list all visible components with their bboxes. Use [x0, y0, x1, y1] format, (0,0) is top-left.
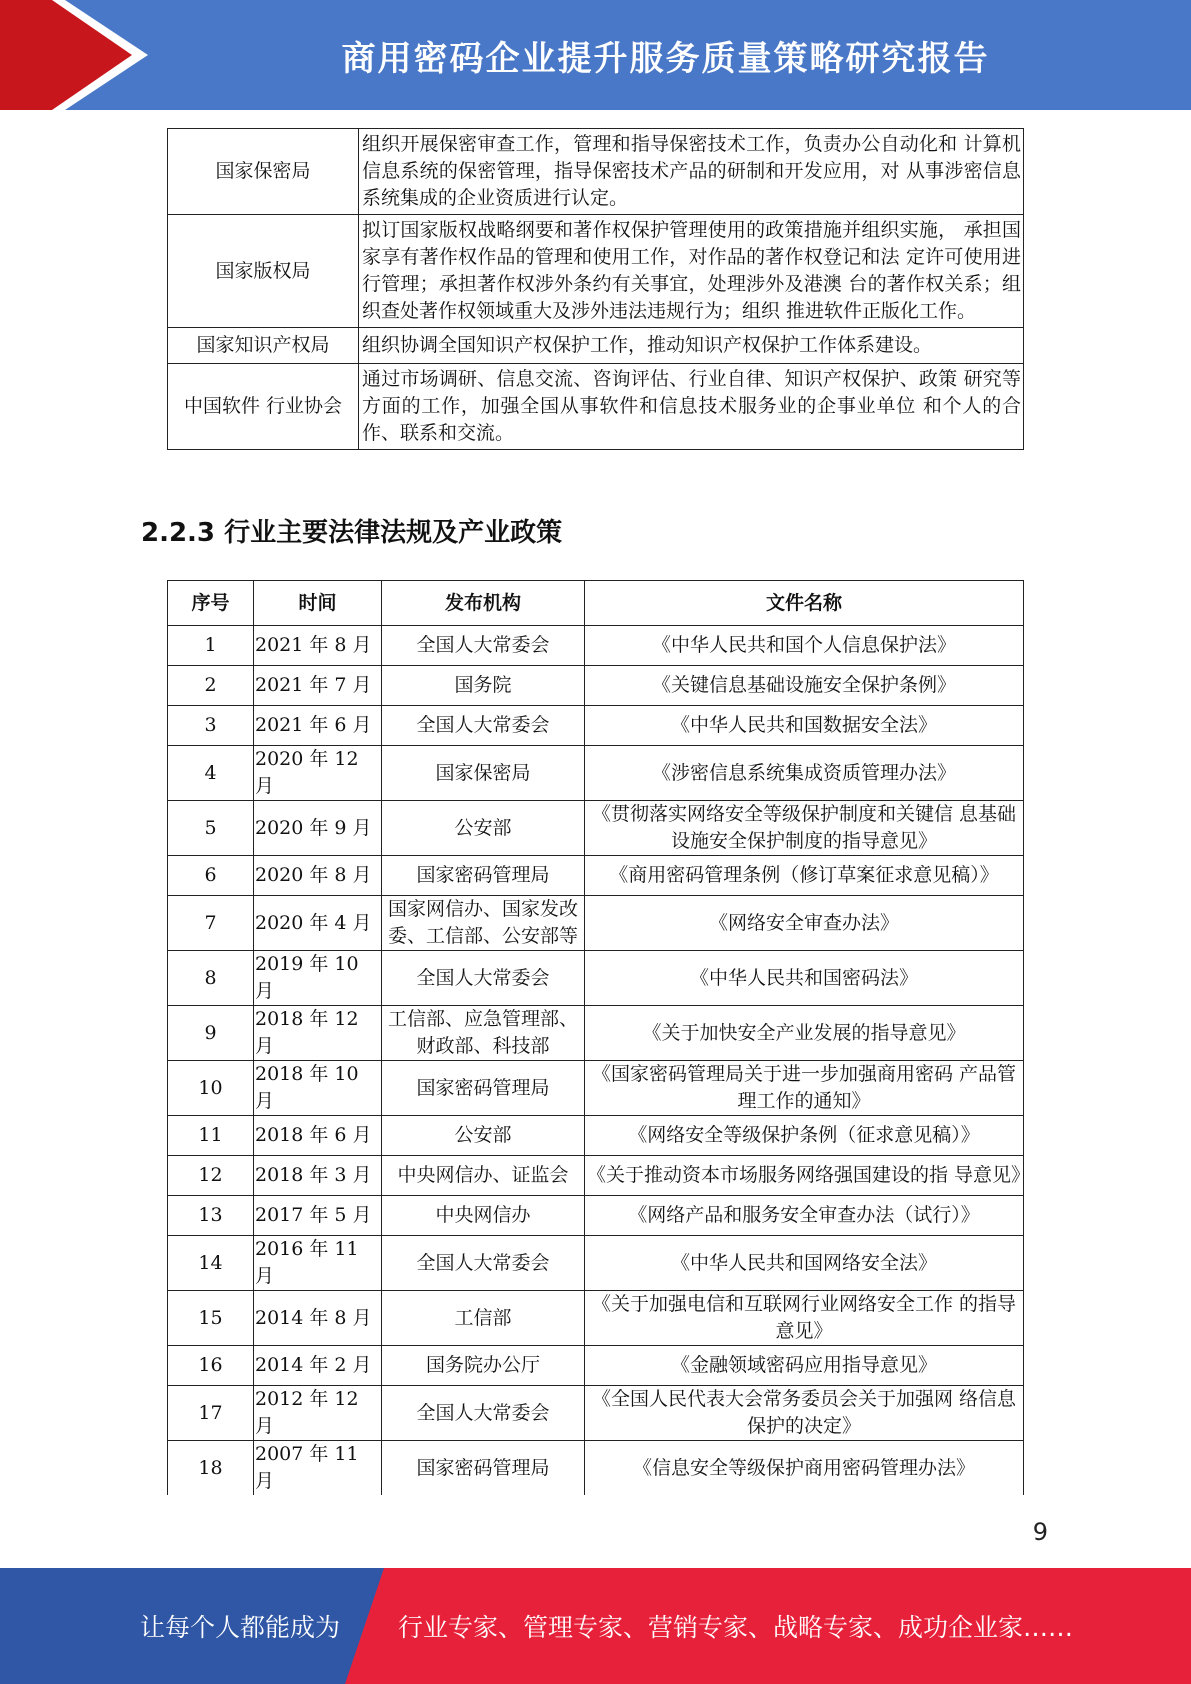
row-document: 《关于加强电信和互联网行业网络安全工作 的指导意见》 [585, 1291, 1024, 1346]
row-issuer: 国家密码管理局 [382, 856, 585, 896]
table-row [168, 1006, 1024, 1061]
agency-name: 国家版权局 [168, 215, 359, 328]
row-issuer: 全国人大常委会 [382, 626, 585, 666]
row-number: 15 [168, 1291, 254, 1346]
row-number: 9 [168, 1006, 254, 1061]
table-row [168, 1196, 1024, 1236]
table-row [168, 1236, 1024, 1291]
row-number: 8 [168, 951, 254, 1006]
section-heading: 2.2.3 行业主要法律法规及产业政策 [141, 518, 563, 548]
footer-left-text: 让每个人都能成为 [140, 1613, 341, 1642]
row-document: 《金融领域密码应用指导意见》 [585, 1346, 1024, 1386]
agency-description: 通过市场调研、信息交流、咨询评估、行业自律、知识产权保护、政策 研究等方面的工作，加强全国从事软件和信息技术服务业的企事业单位 和个人的合作、联系和交流。 [359, 364, 1024, 450]
row-issuer: 国务院办公厅 [382, 1346, 585, 1386]
table-row [168, 1386, 1024, 1441]
agency-row [168, 328, 1024, 364]
row-document: 《关键信息基础设施安全保护条例》 [585, 666, 1024, 706]
row-issuer: 国家保密局 [382, 746, 585, 801]
row-document: 《中华人民共和国密码法》 [585, 951, 1024, 1006]
agency-row [168, 129, 1024, 215]
policy-table-header-row [168, 581, 1024, 626]
row-date: 2018 年 10 月 [254, 1061, 382, 1116]
table-row [168, 706, 1024, 746]
header-banner [0, 0, 1191, 110]
agency-name: 中国软件 行业协会 [168, 364, 359, 450]
agency-description: 拟订国家版权战略纲要和著作权保护管理使用的政策措施并组织实施， 承担国家享有著作权作品的管理和使用工作，对作品的著作权登记和法 定许可使用进行管理；承担著作权涉外条约有关事宜，处理涉外及港澳 台的著作权关系；组织查处著作权领域重大及涉外违法违规行为；组织 推进软件正版化工作。 [359, 215, 1024, 328]
row-date: 2014 年 8 月 [254, 1291, 382, 1346]
row-number: 18 [168, 1441, 254, 1496]
row-date: 2007 年 11 月 [254, 1441, 382, 1496]
row-date: 2018 年 6 月 [254, 1116, 382, 1156]
row-date: 2021 年 7 月 [254, 666, 382, 706]
table-row [168, 1441, 1024, 1496]
table-row [168, 1156, 1024, 1196]
table-row [168, 1061, 1024, 1116]
table-row [168, 1291, 1024, 1346]
row-date: 2018 年 3 月 [254, 1156, 382, 1196]
header-issuer: 发布机构 [382, 581, 585, 626]
agency-row [168, 215, 1024, 328]
table-row [168, 1346, 1024, 1386]
row-date: 2021 年 8 月 [254, 626, 382, 666]
row-issuer: 国家密码管理局 [382, 1061, 585, 1116]
row-issuer: 公安部 [382, 801, 585, 856]
row-number: 10 [168, 1061, 254, 1116]
row-document: 《信息安全等级保护商用密码管理办法》 [585, 1441, 1024, 1496]
page-number: 9 [1032, 1518, 1048, 1546]
row-number: 6 [168, 856, 254, 896]
row-document: 《全国人民代表大会常务委员会关于加强网 络信息保护的决定》 [585, 1386, 1024, 1441]
row-issuer: 国务院 [382, 666, 585, 706]
agency-description: 组织开展保密审查工作，管理和指导保密技术工作，负责办公自动化和 计算机信息系统的保密管理，指导保密技术产品的研制和开发应用，对 从事涉密信息系统集成的企业资质进行认定。 [359, 129, 1024, 215]
row-issuer: 中央网信办 [382, 1196, 585, 1236]
row-document: 《商用密码管理条例（修订草案征求意见稿）》 [585, 856, 1024, 896]
row-number: 12 [168, 1156, 254, 1196]
agency-description: 组织协调全国知识产权保护工作，推动知识产权保护工作体系建设。 [359, 328, 1024, 364]
chevron-arrow-icon [0, 0, 160, 110]
table-row [168, 896, 1024, 951]
row-issuer: 全国人大常委会 [382, 1236, 585, 1291]
row-document: 《关于推动资本市场服务网络强国建设的指 导意见》 [585, 1156, 1024, 1196]
row-number: 4 [168, 746, 254, 801]
row-document: 《关于加快安全产业发展的指导意见》 [585, 1006, 1024, 1061]
table-row [168, 666, 1024, 706]
header-no: 序号 [168, 581, 254, 626]
row-number: 7 [168, 896, 254, 951]
footer-banner [0, 1568, 1191, 1684]
row-issuer: 国家网信办、国家发改委、工信部、公安部等 [382, 896, 585, 951]
row-issuer: 工信部 [382, 1291, 585, 1346]
row-document: 《网络安全等级保护条例（征求意见稿）》 [585, 1116, 1024, 1156]
agency-row [168, 364, 1024, 450]
row-date: 2020 年 4 月 [254, 896, 382, 951]
row-date: 2014 年 2 月 [254, 1346, 382, 1386]
row-number: 16 [168, 1346, 254, 1386]
table-row [168, 746, 1024, 801]
row-issuer: 工信部、应急管理部、财政部、科技部 [382, 1006, 585, 1061]
header-document: 文件名称 [585, 581, 1024, 626]
row-number: 3 [168, 706, 254, 746]
row-date: 2019 年 10 月 [254, 951, 382, 1006]
row-number: 1 [168, 626, 254, 666]
row-document: 《中华人民共和国网络安全法》 [585, 1236, 1024, 1291]
table-row [168, 856, 1024, 896]
row-date: 2021 年 6 月 [254, 706, 382, 746]
agency-name: 国家保密局 [168, 129, 359, 215]
table-row [168, 801, 1024, 856]
row-issuer: 公安部 [382, 1116, 585, 1156]
row-date: 2020 年 12 月 [254, 746, 382, 801]
row-date: 2016 年 11 月 [254, 1236, 382, 1291]
row-number: 2 [168, 666, 254, 706]
row-document: 《网络产品和服务安全审查办法（试行）》 [585, 1196, 1024, 1236]
row-issuer: 国家密码管理局 [382, 1441, 585, 1496]
row-number: 17 [168, 1386, 254, 1441]
row-document: 《贯彻落实网络安全等级保护制度和关键信 息基础设施安全保护制度的指导意见》 [585, 801, 1024, 856]
report-title: 商用密码企业提升服务质量策略研究报告 [341, 38, 990, 79]
table-row [168, 1116, 1024, 1156]
table-row [168, 951, 1024, 1006]
row-document: 《国家密码管理局关于进一步加强商用密码 产品管理工作的通知》 [585, 1061, 1024, 1116]
row-document: 《中华人民共和国个人信息保护法》 [585, 626, 1024, 666]
row-date: 2017 年 5 月 [254, 1196, 382, 1236]
row-number: 5 [168, 801, 254, 856]
row-document: 《网络安全审查办法》 [585, 896, 1024, 951]
row-issuer: 全国人大常委会 [382, 1386, 585, 1441]
row-issuer: 中央网信办、证监会 [382, 1156, 585, 1196]
policy-table [167, 580, 1031, 1495]
footer-right-text: 行业专家、管理专家、营销专家、战略专家、成功企业家…… [398, 1613, 1074, 1642]
row-document: 《中华人民共和国数据安全法》 [585, 706, 1024, 746]
row-date: 2018 年 12 月 [254, 1006, 382, 1061]
row-date: 2012 年 12 月 [254, 1386, 382, 1441]
row-issuer: 全国人大常委会 [382, 706, 585, 746]
row-document: 《涉密信息系统集成资质管理办法》 [585, 746, 1024, 801]
agency-name: 国家知识产权局 [168, 328, 359, 364]
header-date: 时间 [254, 581, 382, 626]
row-issuer: 全国人大常委会 [382, 951, 585, 1006]
row-date: 2020 年 9 月 [254, 801, 382, 856]
row-number: 11 [168, 1116, 254, 1156]
row-number: 14 [168, 1236, 254, 1291]
row-date: 2020 年 8 月 [254, 856, 382, 896]
table-row [168, 626, 1024, 666]
row-number: 13 [168, 1196, 254, 1236]
agency-table [167, 128, 1024, 450]
